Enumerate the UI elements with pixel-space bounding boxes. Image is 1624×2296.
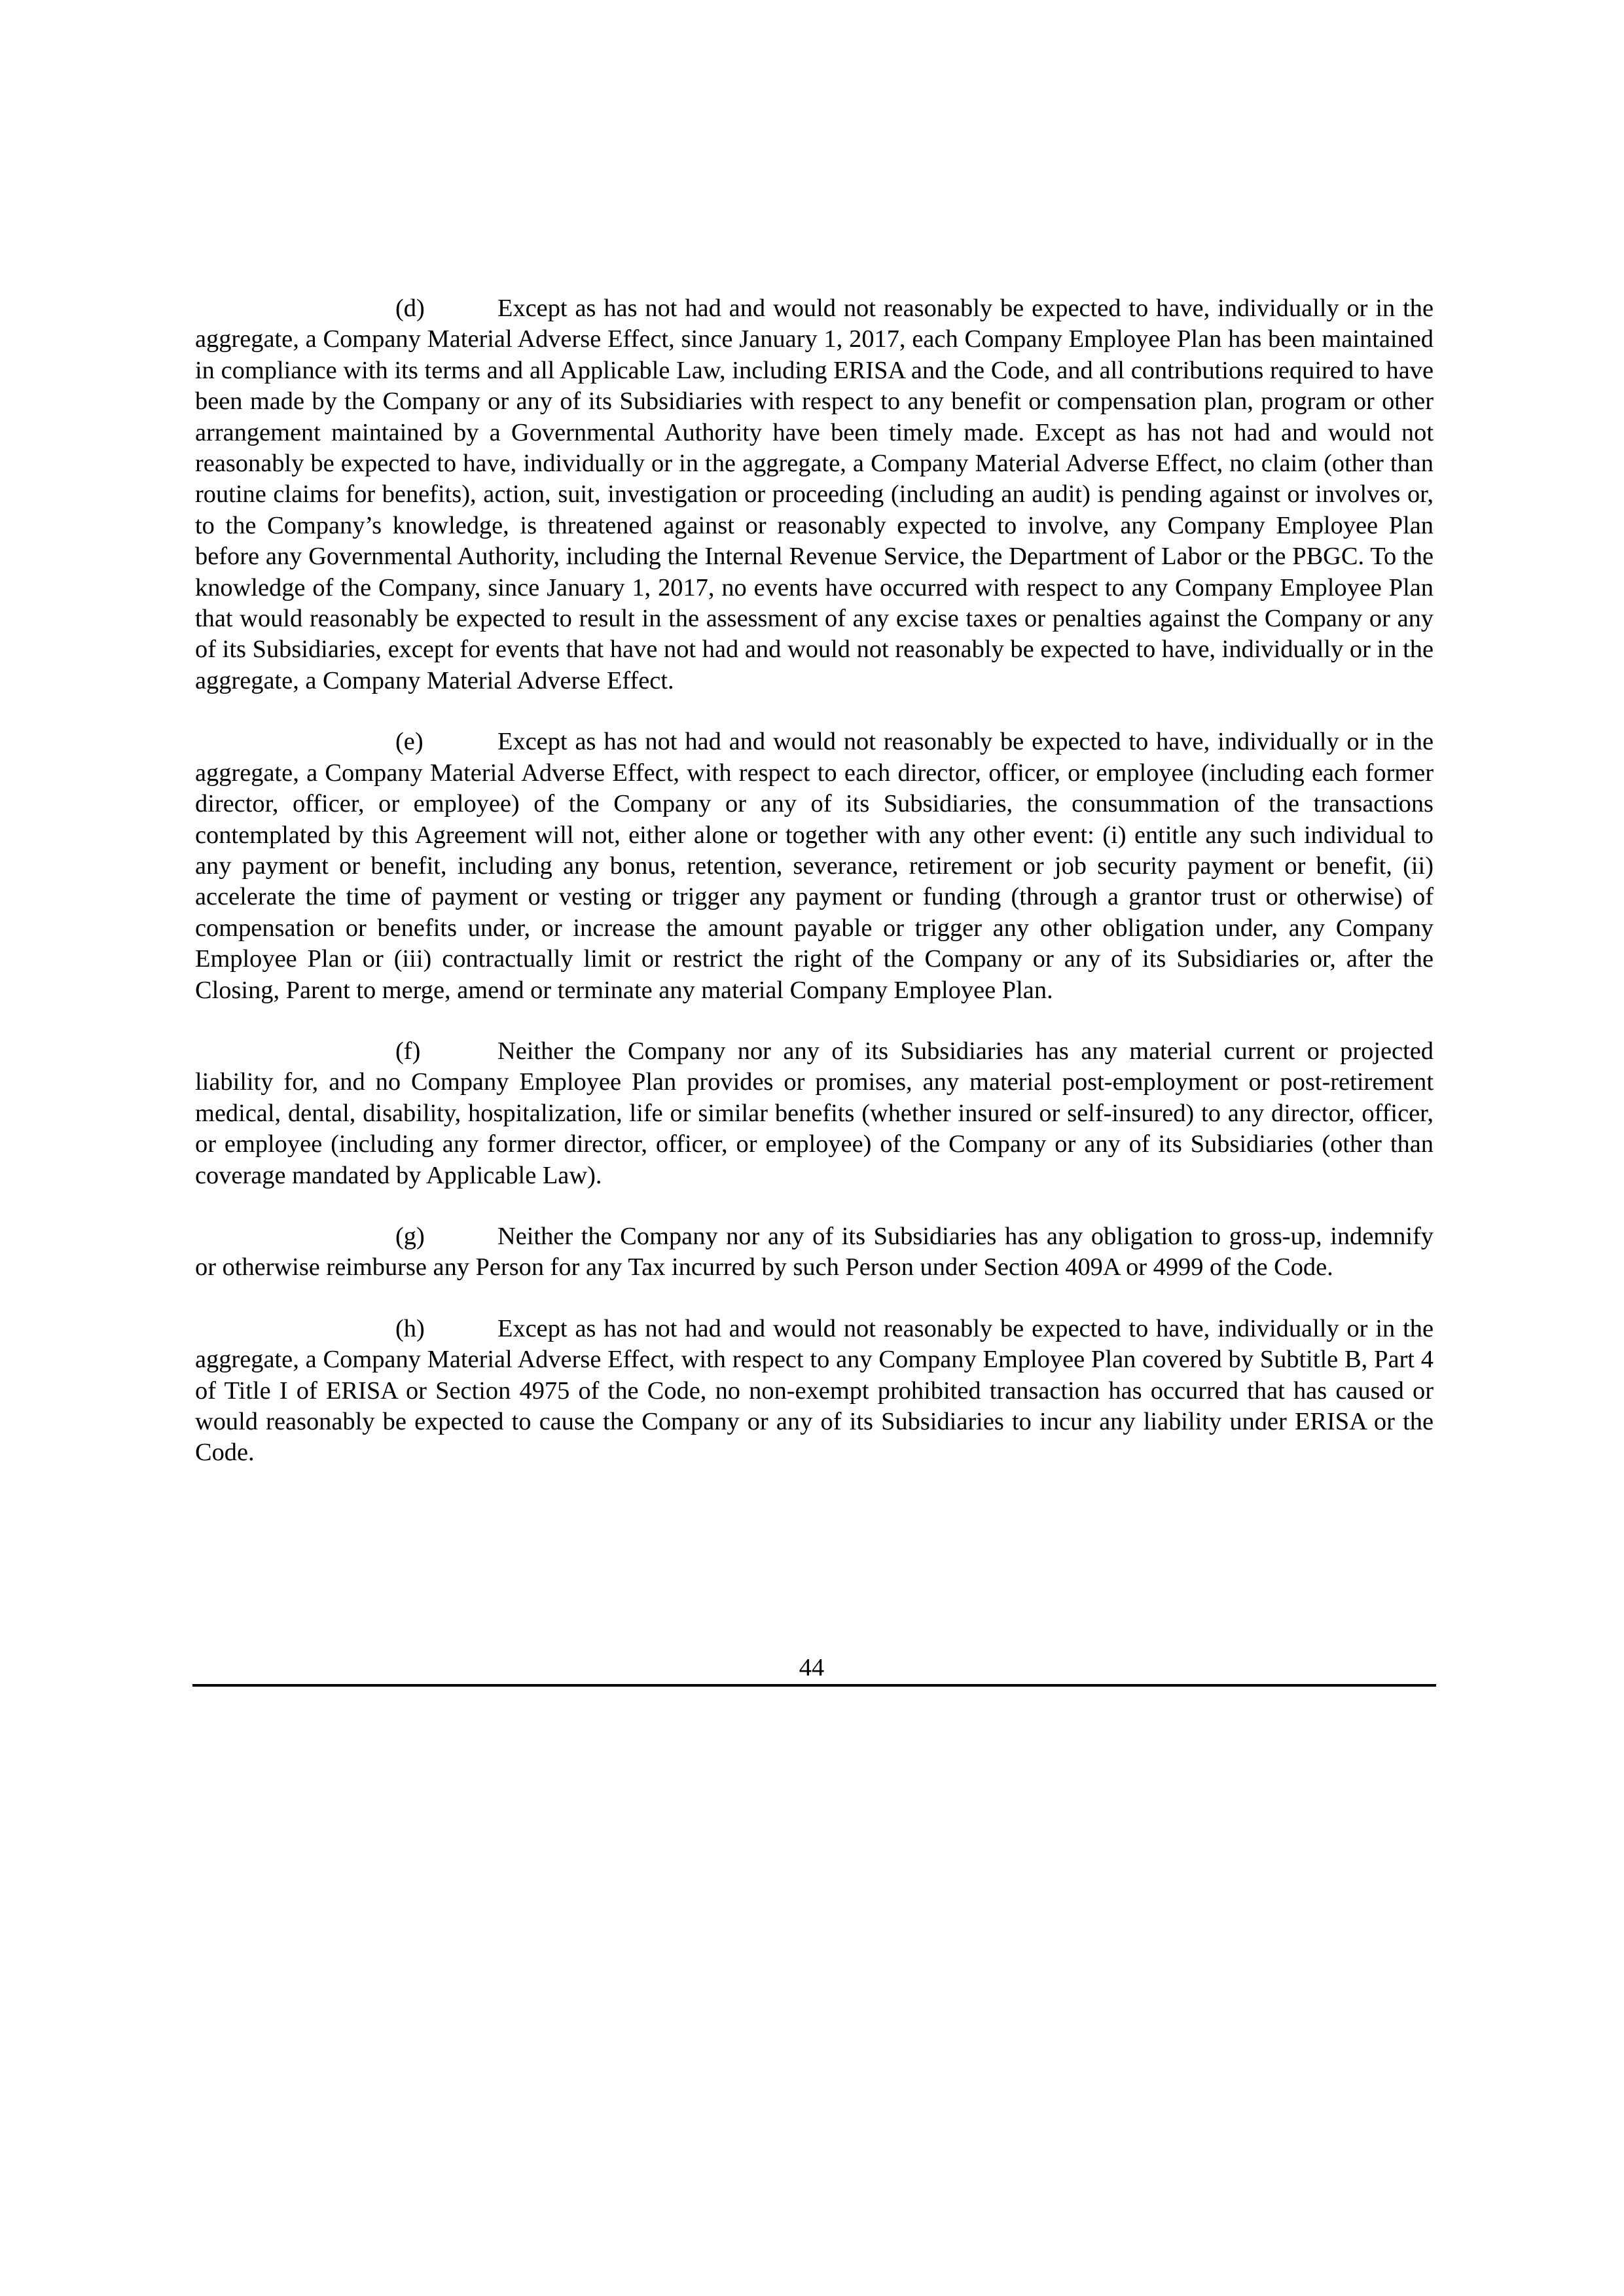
paragraph-h (195, 1314, 1434, 1469)
paragraph-e (195, 726, 1434, 1006)
paragraph-text: Except as has not had and would not reasonably be expected to have, individually or in the aggregate, a Company Material Adverse Effect, with respect to each director, officer, or employee (including each former director, officer, or employee) of the Company or any of its Subsidiaries, the consummation of the transactions contemplated by this Agreement will not, either alone or together with any other event: (i) entitle any such individual to any payment or benefit, including any bonus, retention, severance, retirement or job security payment or benefit, (ii) accelerate the time of payment or vesting or trigger any payment or funding (through a grantor trust or otherwise) of compensation or benefits under, or increase the amount payable or trigger any other obligation under, any Company Employee Plan or (iii) contractually limit or restrict the right of the Company or any of its Subsidiaries or, after the Closing, Parent to merge, amend or terminate any material Company Employee Plan. (195, 728, 1434, 1004)
paragraph-marker: (h) (395, 1314, 425, 1342)
paragraph-d (195, 293, 1434, 696)
paragraph-text: Neither the Company nor any of its Subsidiaries has any material current or projected liability for, and no Company Employee Plan provides or promises, any material post-employment or post-retirement medical, dental, disability, hospitalization, life or similar benefits (whether insured or self-insured) to any director, officer, or employee (including any former director, officer, or employee) of the Company or any of its Subsidiaries (other than coverage mandated by Applicable Law). (195, 1037, 1434, 1189)
paragraph-text: Except as has not had and would not reasonably be expected to have, individually or in the aggregate, a Company Material Adverse Effect, since January 1, 2017, each Company Employee Plan has been maintained in compliance with its terms and all Applicable Law, including ERISA and the Code, and all contributions required to have been made by the Company or any of its Subsidiaries with respect to any benefit or compensation plan, program or other arrangement maintained by a Governmental Authority have been timely made. Except as has not had and would not reasonably be expected to have, individually or in the aggregate, a Company Material Adverse Effect, no claim (other than routine claims for benefits), action, suit, investigation or proceeding (including an audit) is pending against or involves or, to the Company’s knowledge, is threatened against or reasonably expected to involve, any Company Employee Plan before any Governmental Authority, including the Internal Revenue Service, the Department of Labor or the PBGC. To the knowledge of the Company, since January 1, 2017, no events have occurred with respect to any Company Employee Plan that would reasonably be expected to result in the assessment of any excise taxes or penalties against the Company or any of its Subsidiaries, except for events that have not had and would not reasonably be expected to have, individually or in the aggregate, a Company Material Adverse Effect. (195, 295, 1434, 694)
paragraph-g (195, 1221, 1434, 1283)
page-number: 44 (799, 1654, 825, 1681)
paragraph-marker: (e) (395, 728, 424, 756)
paragraph-marker: (d) (395, 295, 425, 322)
paragraph-marker: (g) (395, 1222, 425, 1250)
paragraph-text: Except as has not had and would not reasonably be expected to have, individually or in the aggregate, a Company Material Adverse Effect, with respect to any Company Employee Plan covered by Subtitle B, Part 4 of Title I of ERISA or Section 4975 of the Code, no non-exempt prohibited transaction has occurred that has caused or would reasonably be expected to cause the Company or any of its Subsidiaries to incur any liability under ERISA or the Code. (195, 1314, 1434, 1467)
paragraph-text: Neither the Company nor any of its Subsidiaries has any obligation to gross-up, indemnify or otherwise reimburse any Person for any Tax incurred by such Person under Section 409A or 4999 of the Code. (195, 1222, 1434, 1282)
body-text (195, 293, 1434, 1499)
paragraph-marker: (f) (395, 1037, 421, 1065)
paragraph-f (195, 1036, 1434, 1191)
footer-rule (192, 1684, 1436, 1687)
